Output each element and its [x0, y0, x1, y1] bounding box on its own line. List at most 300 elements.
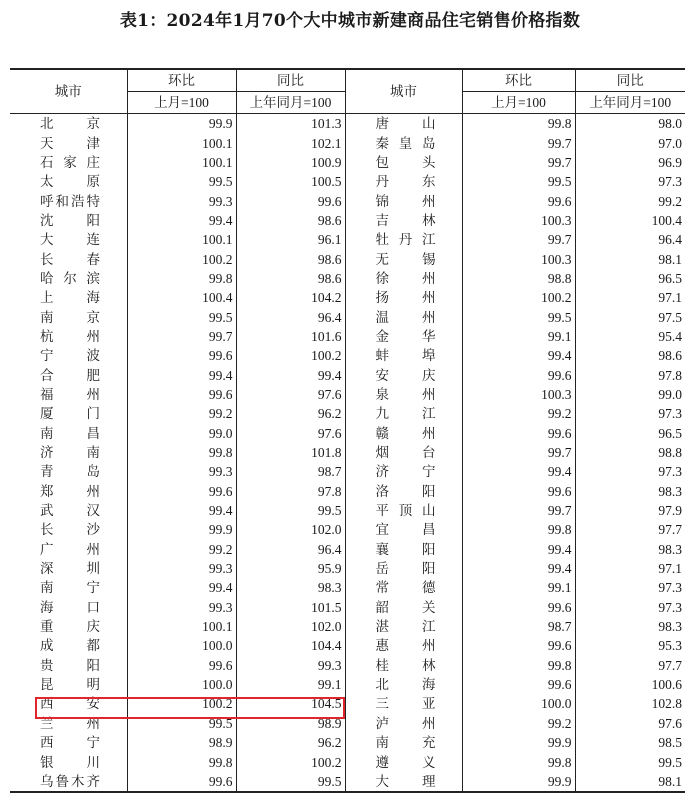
yoy-value-right: 97.3 — [575, 578, 685, 597]
city-name-right — [345, 694, 462, 713]
mom-value-right: 100.0 — [462, 694, 575, 713]
table-row — [10, 404, 685, 423]
yoy-value-right: 97.3 — [575, 404, 685, 423]
city-name-left — [10, 462, 127, 481]
yoy-value-left: 99.6 — [236, 191, 345, 210]
yoy-value-left: 98.9 — [236, 714, 345, 733]
city-name-left — [10, 443, 127, 462]
city-name-left — [10, 501, 127, 520]
yoy-value-right: 95.4 — [575, 327, 685, 346]
city-label: 平 顶 山 — [375, 503, 436, 519]
table-row — [10, 172, 685, 191]
city-label: 牡 丹 江 — [375, 232, 436, 248]
mom-value-left: 99.4 — [127, 501, 236, 520]
city-name-left — [10, 617, 127, 636]
city-label: 沈 阳 — [40, 212, 100, 228]
city-name-left — [10, 269, 127, 288]
table-row — [10, 133, 685, 152]
table-row — [10, 443, 685, 462]
city-label: 成 都 — [40, 638, 100, 654]
yoy-value-right: 98.8 — [575, 443, 685, 462]
mom-value-right: 100.3 — [462, 249, 575, 268]
price-index-table — [10, 68, 685, 793]
city-name-left — [10, 540, 127, 559]
yoy-value-right: 99.2 — [575, 191, 685, 210]
city-name-left — [10, 656, 127, 675]
city-name-left — [10, 153, 127, 172]
city-name-right — [345, 191, 462, 210]
city-label: 长 春 — [40, 251, 100, 267]
yoy-value-left: 98.6 — [236, 269, 345, 288]
yoy-value-left: 104.2 — [236, 288, 345, 307]
yoy-value-right: 96.9 — [575, 153, 685, 172]
mom-value-left: 99.3 — [127, 559, 236, 578]
city-name-left — [10, 714, 127, 733]
table-row — [10, 482, 685, 501]
city-name-left — [10, 482, 127, 501]
city-label: 乌鲁木齐 — [40, 773, 100, 789]
mom-value-right: 99.2 — [462, 714, 575, 733]
mom-value-left: 100.1 — [127, 133, 236, 152]
city-label: 西 安 — [40, 696, 100, 712]
city-label: 兰 州 — [40, 715, 100, 731]
city-name-right — [345, 578, 462, 597]
mom-value-left: 99.2 — [127, 404, 236, 423]
yoy-value-right: 102.8 — [575, 694, 685, 713]
header-mom-left: 环比 — [127, 69, 236, 92]
table-row — [10, 249, 685, 268]
city-label: 洛 阳 — [375, 483, 436, 499]
mom-value-right: 99.6 — [462, 191, 575, 210]
table-row — [10, 540, 685, 559]
yoy-value-right: 98.0 — [575, 114, 685, 134]
city-name-right — [345, 520, 462, 539]
table-row — [10, 656, 685, 675]
table-row — [10, 598, 685, 617]
mom-value-left: 98.9 — [127, 733, 236, 752]
yoy-value-right: 98.3 — [575, 540, 685, 559]
city-name-right — [345, 133, 462, 152]
city-label: 青 岛 — [40, 464, 100, 480]
header-mom-base-right: 上月=100 — [462, 92, 575, 114]
mom-value-left: 99.6 — [127, 482, 236, 501]
city-label: 北 海 — [375, 677, 436, 693]
city-label: 西 宁 — [40, 735, 100, 751]
table-row — [10, 424, 685, 443]
city-label: 温 州 — [375, 309, 436, 325]
city-name-left — [10, 578, 127, 597]
mom-value-right: 99.7 — [462, 133, 575, 152]
mom-value-left: 100.2 — [127, 694, 236, 713]
city-name-left — [10, 307, 127, 326]
city-name-left — [10, 694, 127, 713]
table-row — [10, 559, 685, 578]
mom-value-right: 98.8 — [462, 269, 575, 288]
city-name-right — [345, 249, 462, 268]
city-label: 哈 尔 滨 — [40, 270, 100, 286]
city-name-left — [10, 211, 127, 230]
city-label: 惠 州 — [375, 638, 436, 654]
city-label: 遵 义 — [375, 754, 436, 770]
city-name-right — [345, 346, 462, 365]
mom-value-right: 99.8 — [462, 752, 575, 771]
city-label: 厦 门 — [40, 406, 100, 422]
header-yoy-base-right: 上年同月=100 — [575, 92, 685, 114]
city-label: 锦 州 — [375, 193, 436, 209]
city-label: 合 肥 — [40, 367, 100, 383]
mom-value-left: 99.9 — [127, 520, 236, 539]
yoy-value-right: 98.1 — [575, 772, 685, 792]
mom-value-left: 99.3 — [127, 598, 236, 617]
city-label: 无 锡 — [375, 251, 436, 267]
yoy-value-left: 97.6 — [236, 385, 345, 404]
city-name-right — [345, 501, 462, 520]
mom-value-left: 99.5 — [127, 307, 236, 326]
city-name-left — [10, 772, 127, 792]
city-label: 海 口 — [40, 599, 100, 615]
city-label: 广 州 — [40, 541, 100, 557]
table-row — [10, 385, 685, 404]
city-label: 福 州 — [40, 386, 100, 402]
city-label: 深 圳 — [40, 561, 100, 577]
yoy-value-right: 100.4 — [575, 211, 685, 230]
mom-value-right: 99.4 — [462, 346, 575, 365]
city-name-left — [10, 424, 127, 443]
yoy-value-left: 95.9 — [236, 559, 345, 578]
table-row — [10, 327, 685, 346]
city-label: 徐 州 — [375, 270, 436, 286]
header-yoy-right: 同比 — [575, 69, 685, 92]
yoy-value-right: 98.6 — [575, 346, 685, 365]
city-name-right — [345, 211, 462, 230]
mom-value-right: 99.6 — [462, 365, 575, 384]
city-label: 扬 州 — [375, 290, 436, 306]
yoy-value-left: 102.0 — [236, 617, 345, 636]
mom-value-left: 99.6 — [127, 772, 236, 792]
city-name-left — [10, 172, 127, 191]
yoy-value-right: 100.6 — [575, 675, 685, 694]
city-label: 济 宁 — [375, 464, 436, 480]
yoy-value-left: 104.5 — [236, 694, 345, 713]
city-label: 济 南 — [40, 445, 100, 461]
yoy-value-left: 96.1 — [236, 230, 345, 249]
yoy-value-right: 97.8 — [575, 365, 685, 384]
mom-value-left: 100.1 — [127, 153, 236, 172]
yoy-value-right: 99.0 — [575, 385, 685, 404]
yoy-value-left: 99.5 — [236, 501, 345, 520]
yoy-value-left: 97.8 — [236, 482, 345, 501]
table-row — [10, 365, 685, 384]
city-name-right — [345, 307, 462, 326]
yoy-value-left: 98.3 — [236, 578, 345, 597]
city-label: 大 连 — [40, 232, 100, 248]
yoy-value-left: 96.2 — [236, 733, 345, 752]
city-label: 唐 山 — [375, 116, 436, 132]
mom-value-right: 99.7 — [462, 230, 575, 249]
city-name-left — [10, 249, 127, 268]
yoy-value-right: 97.5 — [575, 307, 685, 326]
city-name-right — [345, 598, 462, 617]
city-name-left — [10, 385, 127, 404]
table-row — [10, 269, 685, 288]
city-name-left — [10, 675, 127, 694]
city-label: 长 沙 — [40, 522, 100, 538]
city-name-left — [10, 191, 127, 210]
yoy-value-left: 96.4 — [236, 540, 345, 559]
city-label: 秦 皇 岛 — [375, 135, 436, 151]
city-label: 湛 江 — [375, 619, 436, 635]
mom-value-right: 99.7 — [462, 443, 575, 462]
mom-value-left: 100.0 — [127, 636, 236, 655]
mom-value-left: 99.9 — [127, 114, 236, 134]
city-label: 金 华 — [375, 328, 436, 344]
city-name-left — [10, 520, 127, 539]
yoy-value-right: 97.1 — [575, 559, 685, 578]
mom-value-right: 99.6 — [462, 424, 575, 443]
mom-value-right: 99.4 — [462, 462, 575, 481]
table-row — [10, 636, 685, 655]
city-label: 烟 台 — [375, 445, 436, 461]
table-row — [10, 694, 685, 713]
mom-value-left: 99.7 — [127, 327, 236, 346]
header-city-right: 城市 — [345, 69, 462, 114]
city-label: 蚌 埠 — [375, 348, 436, 364]
table-row — [10, 114, 685, 134]
yoy-value-right: 97.1 — [575, 288, 685, 307]
city-label: 泸 州 — [375, 715, 436, 731]
yoy-value-right: 97.3 — [575, 598, 685, 617]
city-label: 郑 州 — [40, 483, 100, 499]
city-name-left — [10, 559, 127, 578]
mom-value-right: 99.7 — [462, 501, 575, 520]
mom-value-left: 99.4 — [127, 578, 236, 597]
table-row — [10, 733, 685, 752]
mom-value-right: 99.8 — [462, 114, 575, 134]
city-label: 桂 林 — [375, 657, 436, 673]
yoy-value-left: 99.4 — [236, 365, 345, 384]
mom-value-right: 99.9 — [462, 772, 575, 792]
yoy-value-left: 97.6 — [236, 424, 345, 443]
yoy-value-left: 96.4 — [236, 307, 345, 326]
table-row — [10, 288, 685, 307]
city-label: 昆 明 — [40, 677, 100, 693]
city-name-right — [345, 636, 462, 655]
mom-value-left: 99.3 — [127, 462, 236, 481]
table-row — [10, 520, 685, 539]
city-label: 呼和浩特 — [40, 193, 100, 209]
mom-value-left: 99.3 — [127, 191, 236, 210]
city-name-left — [10, 598, 127, 617]
city-name-right — [345, 365, 462, 384]
mom-value-right: 99.6 — [462, 482, 575, 501]
yoy-value-left: 100.9 — [236, 153, 345, 172]
yoy-value-right: 96.4 — [575, 230, 685, 249]
city-label: 韶 关 — [375, 599, 436, 615]
mom-value-right: 99.7 — [462, 153, 575, 172]
city-label: 太 原 — [40, 174, 100, 190]
yoy-value-right: 98.1 — [575, 249, 685, 268]
yoy-value-left: 99.1 — [236, 675, 345, 694]
mom-value-right: 98.7 — [462, 617, 575, 636]
mom-value-right: 99.4 — [462, 540, 575, 559]
city-name-left — [10, 327, 127, 346]
city-name-left — [10, 133, 127, 152]
table-row — [10, 230, 685, 249]
yoy-value-right: 97.3 — [575, 172, 685, 191]
table-row — [10, 191, 685, 210]
city-label: 南 昌 — [40, 425, 100, 441]
city-name-right — [345, 404, 462, 423]
city-label: 宜 昌 — [375, 522, 436, 538]
city-name-right — [345, 559, 462, 578]
city-label: 南 充 — [375, 735, 436, 751]
city-name-right — [345, 172, 462, 191]
table-row — [10, 772, 685, 792]
city-label: 宁 波 — [40, 348, 100, 364]
city-label: 重 庆 — [40, 619, 100, 635]
mom-value-left: 99.5 — [127, 714, 236, 733]
city-label: 武 汉 — [40, 503, 100, 519]
city-label: 九 江 — [375, 406, 436, 422]
mom-value-left: 100.4 — [127, 288, 236, 307]
mom-value-right: 99.2 — [462, 404, 575, 423]
mom-value-right: 100.2 — [462, 288, 575, 307]
yoy-value-right: 97.0 — [575, 133, 685, 152]
mom-value-right: 99.5 — [462, 172, 575, 191]
table-row — [10, 307, 685, 326]
table-row — [10, 501, 685, 520]
city-name-left — [10, 636, 127, 655]
city-name-left — [10, 752, 127, 771]
yoy-value-left: 100.5 — [236, 172, 345, 191]
table-body — [10, 114, 685, 793]
city-name-right — [345, 230, 462, 249]
yoy-value-right: 95.3 — [575, 636, 685, 655]
yoy-value-right: 97.9 — [575, 501, 685, 520]
city-name-left — [10, 230, 127, 249]
mom-value-left: 99.5 — [127, 172, 236, 191]
city-name-right — [345, 656, 462, 675]
mom-value-left: 99.8 — [127, 443, 236, 462]
header-mom-right: 环比 — [462, 69, 575, 92]
city-name-right — [345, 269, 462, 288]
table-row — [10, 617, 685, 636]
mom-value-right: 99.8 — [462, 520, 575, 539]
city-name-right — [345, 482, 462, 501]
yoy-value-left: 98.7 — [236, 462, 345, 481]
city-name-right — [345, 114, 462, 134]
header-yoy-base-left: 上年同月=100 — [236, 92, 345, 114]
header-yoy-left: 同比 — [236, 69, 345, 92]
yoy-value-left: 98.6 — [236, 249, 345, 268]
city-label: 赣 州 — [375, 425, 436, 441]
header-city-left: 城市 — [10, 69, 127, 114]
table-row — [10, 211, 685, 230]
yoy-value-left: 100.2 — [236, 752, 345, 771]
yoy-value-left: 99.3 — [236, 656, 345, 675]
city-name-right — [345, 443, 462, 462]
city-name-right — [345, 540, 462, 559]
mom-value-left: 99.4 — [127, 211, 236, 230]
mom-value-right: 99.9 — [462, 733, 575, 752]
mom-value-left: 99.6 — [127, 346, 236, 365]
city-label: 大 理 — [375, 773, 436, 789]
city-label: 贵 阳 — [40, 657, 100, 673]
city-label: 泉 州 — [375, 386, 436, 402]
yoy-value-right: 98.3 — [575, 617, 685, 636]
mom-value-left: 100.0 — [127, 675, 236, 694]
city-name-right — [345, 752, 462, 771]
table-row — [10, 578, 685, 597]
city-label: 包 头 — [375, 154, 436, 170]
city-name-right — [345, 288, 462, 307]
mom-value-right: 99.6 — [462, 636, 575, 655]
yoy-value-left: 98.6 — [236, 211, 345, 230]
city-label: 吉 林 — [375, 212, 436, 228]
mom-value-left: 99.6 — [127, 656, 236, 675]
yoy-value-right: 97.7 — [575, 656, 685, 675]
mom-value-left: 99.8 — [127, 752, 236, 771]
yoy-value-right: 97.3 — [575, 462, 685, 481]
mom-value-right: 99.1 — [462, 327, 575, 346]
mom-value-right: 99.1 — [462, 578, 575, 597]
city-label: 丹 东 — [375, 174, 436, 190]
mom-value-left: 100.1 — [127, 617, 236, 636]
yoy-value-right: 96.5 — [575, 424, 685, 443]
yoy-value-right: 96.5 — [575, 269, 685, 288]
mom-value-right: 99.4 — [462, 559, 575, 578]
table-title: 表1：2024年1月70个大中城市新建商品住宅销售价格指数 — [119, 11, 581, 31]
city-name-right — [345, 462, 462, 481]
city-name-left — [10, 365, 127, 384]
table-row — [10, 752, 685, 771]
header-mom-base-left: 上月=100 — [127, 92, 236, 114]
city-label: 杭 州 — [40, 328, 100, 344]
city-label: 常 德 — [375, 580, 436, 596]
mom-value-right: 99.5 — [462, 307, 575, 326]
yoy-value-right: 98.5 — [575, 733, 685, 752]
city-name-right — [345, 675, 462, 694]
mom-value-right: 99.6 — [462, 675, 575, 694]
mom-value-right: 99.8 — [462, 656, 575, 675]
yoy-value-right: 97.7 — [575, 520, 685, 539]
city-label: 岳 阳 — [375, 561, 436, 577]
yoy-value-right: 98.3 — [575, 482, 685, 501]
yoy-value-left: 99.5 — [236, 772, 345, 792]
mom-value-left: 99.6 — [127, 385, 236, 404]
city-name-right — [345, 153, 462, 172]
mom-value-left: 100.1 — [127, 230, 236, 249]
table-row — [10, 714, 685, 733]
city-label: 南 京 — [40, 309, 100, 325]
table-row — [10, 153, 685, 172]
mom-value-right: 99.6 — [462, 598, 575, 617]
mom-value-left: 99.2 — [127, 540, 236, 559]
yoy-value-left: 102.0 — [236, 520, 345, 539]
city-name-left — [10, 288, 127, 307]
city-name-right — [345, 385, 462, 404]
yoy-value-left: 102.1 — [236, 133, 345, 152]
city-name-right — [345, 714, 462, 733]
city-label: 安 庆 — [375, 367, 436, 383]
city-name-left — [10, 733, 127, 752]
yoy-value-left: 104.4 — [236, 636, 345, 655]
mom-value-left: 100.2 — [127, 249, 236, 268]
mom-value-left: 99.4 — [127, 365, 236, 384]
city-label: 北 京 — [40, 116, 100, 132]
mom-value-right: 100.3 — [462, 385, 575, 404]
city-name-left — [10, 114, 127, 134]
